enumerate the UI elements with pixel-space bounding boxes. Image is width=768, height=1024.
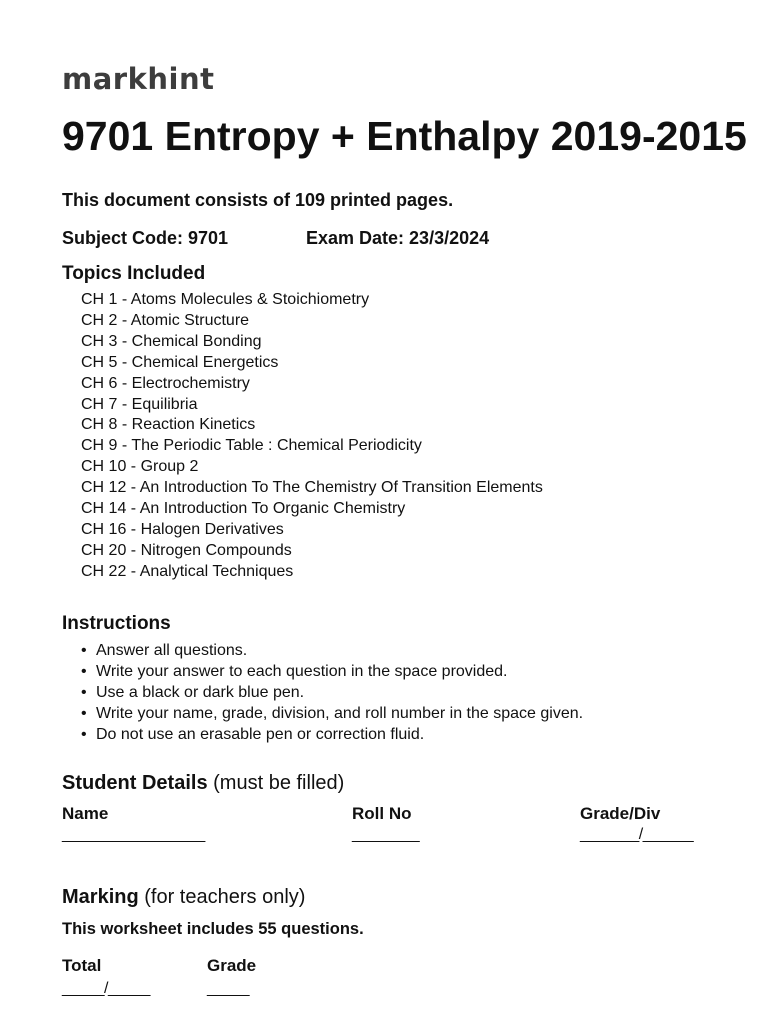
topic-item: CH 5 - Chemical Energetics [81,353,279,371]
topic-item: CH 2 - Atomic Structure [81,311,250,329]
instruction-text: Do not use an erasable pen or correction fluid. [96,726,425,743]
question-count-note: This worksheet includes 55 questions. [62,920,364,938]
instruction-text: Use a black or dark blue pen. [96,684,305,701]
total-label: Total [62,956,102,975]
grade-blank: _____ [207,980,249,997]
roll-no-label: Roll No [352,804,412,823]
topic-item: CH 20 - Nitrogen Compounds [81,541,292,559]
name-label: Name [62,804,109,823]
marking-title: Marking [62,886,139,908]
topic-item: CH 12 - An Introduction To The Chemistry Of Transition Elements [81,479,543,497]
topics-list [81,290,543,583]
total-blank: _____/_____ [62,980,150,997]
document-title: 9701 Entropy + Enthalpy 2019-2015 [62,113,747,159]
instruction-text: Answer all questions. [96,642,248,659]
marking-note: (for teachers only) [144,886,306,908]
bullet-icon: • [81,684,87,701]
instruction-item [81,703,583,724]
student-details-note: (must be filled) [213,772,345,794]
bullet-icon: • [81,663,87,680]
topics-heading: Topics Included [62,263,206,284]
instruction-item [81,724,583,745]
instruction-item [81,661,583,682]
topic-item: CH 14 - An Introduction To Organic Chemistry [81,500,406,518]
grade-div-label: Grade/Div [580,804,661,823]
topic-item: CH 3 - Chemical Bonding [81,332,262,350]
instructions-heading: Instructions [62,613,171,634]
bullet-icon: • [81,705,87,722]
topic-item: CH 10 - Group 2 [81,458,199,476]
topic-item: CH 22 - Analytical Techniques [81,562,294,580]
instruction-item [81,640,583,661]
page-count-note: This document consists of 109 printed pages. [62,190,454,210]
instructions-list [81,640,583,745]
bullet-icon: • [81,642,87,659]
roll-no-blank: ________ [352,826,420,843]
exam-date: Exam Date: 23/3/2024 [306,228,490,248]
instruction-item [81,682,583,703]
topic-item: CH 6 - Electrochemistry [81,374,250,392]
topic-item: CH 16 - Halogen Derivatives [81,520,284,538]
topic-item: CH 8 - Reaction Kinetics [81,416,256,434]
subject-code: Subject Code: 9701 [62,228,229,248]
name-blank: _________________ [62,826,205,843]
grade-div-blank: _______/______ [580,826,694,843]
topic-item: CH 7 - Equilibria [81,395,198,413]
subject-info [62,228,490,249]
student-details-title: Student Details [62,772,208,794]
grade-label: Grade [207,956,257,975]
topic-item: CH 9 - The Periodic Table : Chemical Periodicity [81,437,422,455]
instruction-text: Write your name, grade, division, and roll number in the space given. [96,705,584,722]
instruction-text: Write your answer to each question in the space provided. [96,663,508,680]
marking-heading [62,886,305,909]
topic-item: CH 1 - Atoms Molecules & Stoichiometry [81,291,370,308]
brand-logo: markhint [62,62,215,96]
bullet-icon: • [81,726,87,743]
student-details-heading [62,772,344,795]
